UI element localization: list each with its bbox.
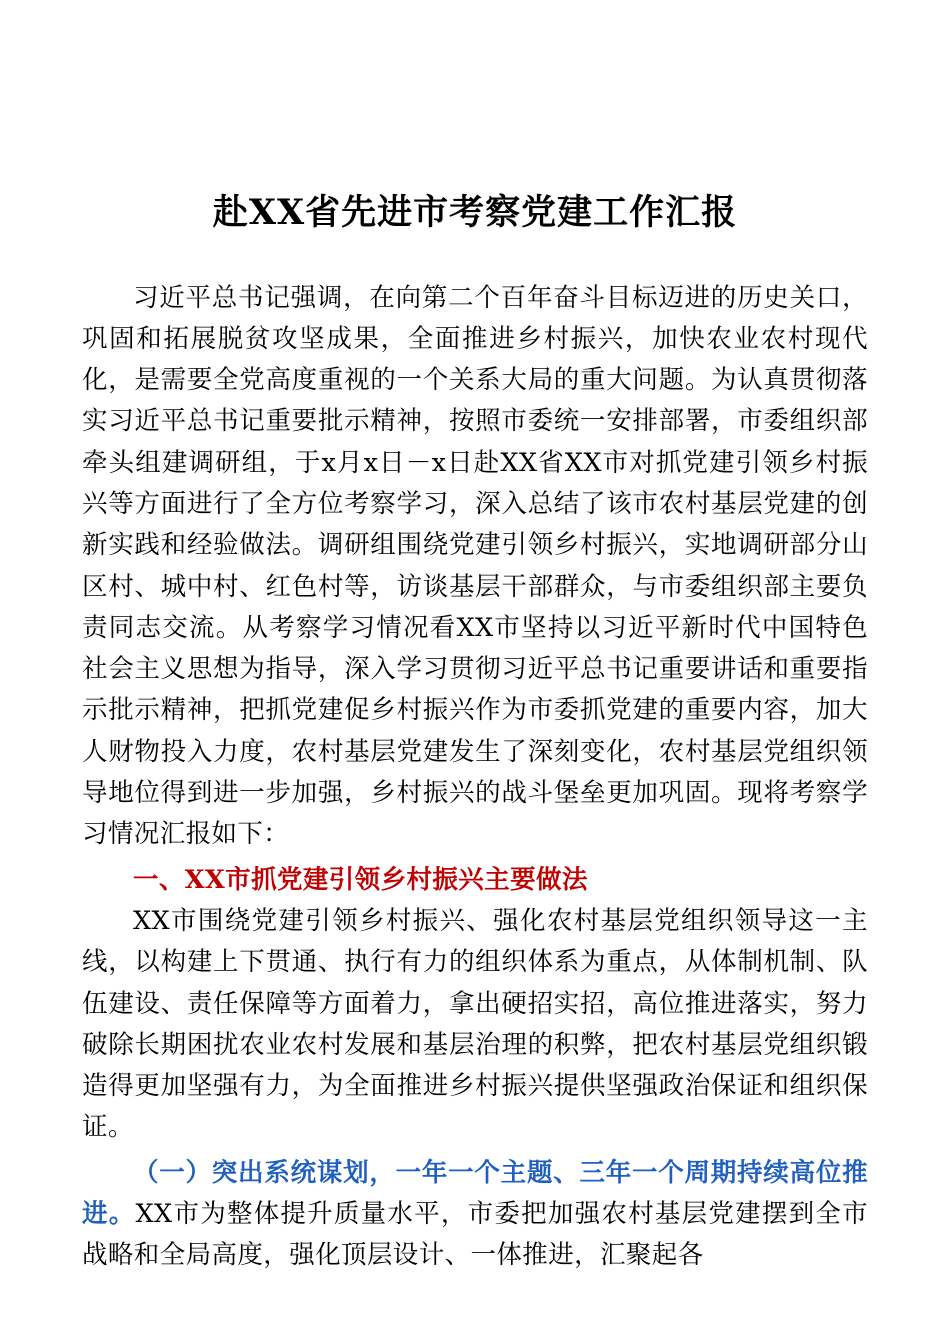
section-heading-1: 一、XX市抓党建引领乡村振兴主要做法 [133, 864, 588, 895]
paragraph-intro: 习近平总书记强调，在向第二个百年奋斗目标迈进的历史关口，巩固和拓展脱贫攻坚成果，全面推进乡村振兴，加快农业农村现代化，是需要全党高度重视的一个关系大局的重大问题。为认真贯彻落实习近平总书记重要批示精神，按照市委统一安排部署，市委组织部牵头组建调研组，于x月x日－x日赴XX省XX市对抓党建引领乡村振兴等方面进行了全方位考察学习，深入总结了该市农村基层党建的创新实践和经验做法。调研组围绕党建引领乡村振兴，实地调研部分山区村、城中村、红色村等，访谈基层干部群众，与市委组织部主要负责同志交流。从考察学习情况看XX市坚持以习近平新时代中国特色社会主义思想为指导，深入学习贯彻习近平总书记重要讲话和重要指示批示精神，把抓党建促乡村振兴作为市委抓党建的重要内容，加大人财物投入力度，农村基层党建发生了深刻变化，农村基层党组织领导地位得到进一步加强，乡村振兴的战斗堡垒更加巩固。现将考察学习情况汇报如下： [82, 282, 868, 850]
page-title: 赴XX省先进市考察党建工作汇报 [212, 192, 738, 233]
subsection-lead-1-1: （一）突出系统谋划，一年一个主题、三年一个周期持续高位推进。 [82, 1157, 868, 1230]
subsection-body-1-1: XX市为整体提升质量水平，市委把加强农村基层党建摆到全市战略和全局高度，强化顶层设计、一体推进，汇聚起各 [82, 1199, 868, 1271]
paragraph-section-1-1 [82, 1153, 868, 1277]
paragraph-section-1-body: XX市围绕党建引领乡村振兴、强化农村基层党组织领导这一主线，以构建上下贯通、执行有力的组织体系为重点，从体制机制、队伍建设、责任保障等方面着力，拿出硬招实招，高位推进落实，努力破除长期困扰农业农村发展和基层治理的积弊，把农村基层党组织锻造得更加坚强有力，为全面推进乡村振兴提供坚强政治保证和组织保证。 [82, 905, 868, 1143]
